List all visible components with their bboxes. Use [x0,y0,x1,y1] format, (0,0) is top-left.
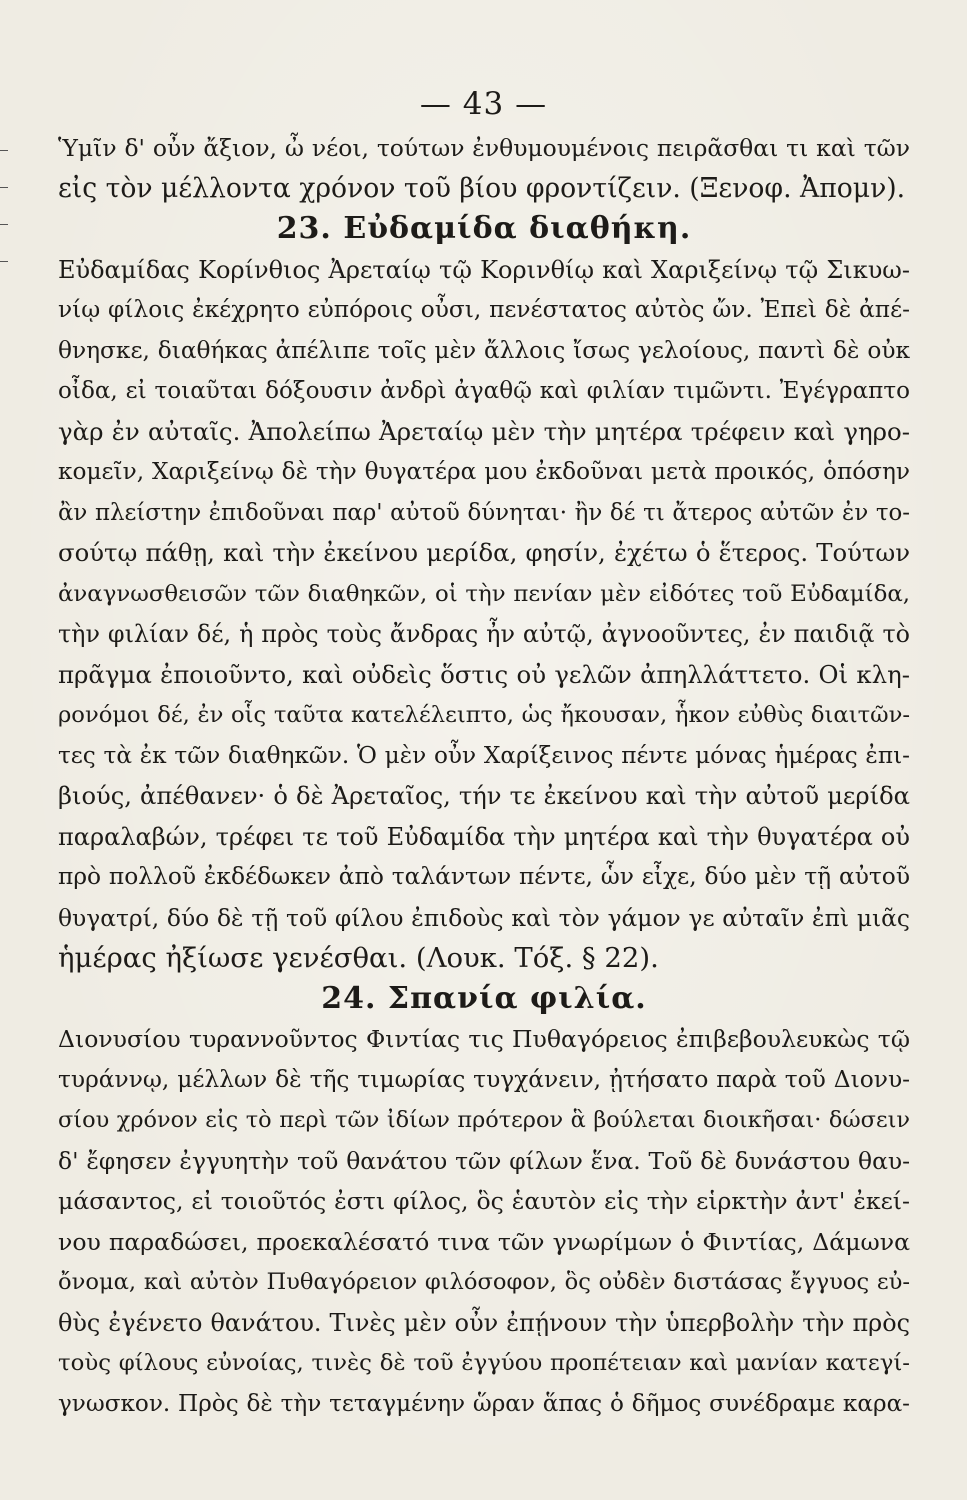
text-line: γνωσκον. Πρὸς δὲ τὴν τεταγμένην ὥραν ἅπας ὁ δῆμος συνέδραμε καρα- [58,1390,910,1417]
text-line: τοὺς φίλους εὐνοίας, τινὲς δὲ τοῦ ἐγγύου προπέτειαν καὶ μανίαν κατεγί- [58,1350,910,1376]
text-line: παραλαβών, τρέφει τε τοῦ Εὐδαμίδα τὴν μητέρα καὶ τὴν θυγατέρα οὐ [58,822,910,851]
page-body [58,128,910,1424]
text-line: σίου χρόνον εἰς τὸ περὶ τῶν ἰδίων πρότερον ἃ βούλεται διοικῆσαι· δώσειν [58,1107,910,1133]
text-line: πρὸ πολλοῦ ἐκδέδωκεν ἀπὸ ταλάντων πέντε, ὧν εἶχε, δύο μὲν τῇ αὐτοῦ [58,863,910,890]
text-line: πρᾶγμα ἐποιοῦντο, καὶ οὐδεὶς ὅστις οὐ γελῶν ἀπηλλάττετο. Οἱ κλη- [58,659,910,689]
text-line: ἂν πλείστην ἐπιδοῦναι παρ' αὐτοῦ δύνηται· ἢν δέ τι ἄτερος αὐτῶν ἐν το- [58,499,910,526]
text-line: ἡμέρας ἠξίωσε γενέσθαι. (Λουκ. Τόξ. § 22). [58,942,659,974]
text-line: νου παραδώσει, προεκαλέσατό τινα τῶν γνωρίμων ὁ Φιντίας, Δάμωνα [58,1227,910,1256]
text-line: νίῳ φίλοις ἐκέχρητο εὐπόροις οὖσι, πενέστατος αὐτὸς ὤν. Ἐπεὶ δὲ ἀπέ- [58,296,910,323]
section-23-body [58,250,910,979]
page-edge-marks [0,150,12,300]
text-line: Ὑμῖν δ' οὖν ἄξιον, ὦ νέοι, τούτων ἐνθυμουμένοις πειρᾶσθαι τι καὶ τῶν [58,134,910,162]
text-line: Εὐδαμίδας Κορίνθιος Ἀρεταίῳ τῷ Κορινθίῳ καὶ Χαριξείνῳ τῷ Σικυω- [58,255,910,284]
text-line: ὄνομα, καὶ αὐτὸν Πυθαγόρειον φιλόσοφον, ὃς οὐδὲν διστάσας ἔγγυος εὐ- [58,1269,910,1295]
section-24-body [58,1019,910,1424]
text-line: θυγατρί, δύο δὲ τῇ τοῦ φίλου ἐπιδοὺς καὶ τὸν γάμον γε αὐταῖν ἐπὶ μιᾶς [58,903,910,932]
text-line: σούτῳ πάθῃ, καὶ τὴν ἐκείνου μερίδα, φησίν, ἐχέτω ὁ ἕτερος. Τούτων [58,538,910,567]
text-line: τὴν φιλίαν δέ, ἡ πρὸς τοὺς ἄνδρας ἦν αὐτῷ, ἀγνοοῦντες, ἐν παιδιᾷ τὸ [58,620,910,648]
section-heading-24: 24. Σπανία φιλία. [321,980,647,1016]
text-line: ρονόμοι δέ, ἐν οἷς ταῦτα κατελέλειπτο, ὡς ἤκουσαν, ἧκον εὐθὺς διαιτῶν- [58,702,910,728]
text-line: θὺς ἐγένετο θανάτου. Τινὲς μὲν οὖν ἐπῄνουν τὴν ὑπερβολὴν τὴν πρὸς [58,1308,910,1337]
text-line: δ' ἔφησεν ἐγγυητὴν τοῦ θανάτου τῶν φίλων ἕνα. Τοῦ δὲ δυνάστου θαυ- [58,1146,910,1175]
text-line: βιούς, ἀπέθανεν· ὁ δὲ Ἀρεταῖος, τήν τε ἐκείνου καὶ τὴν αὐτοῦ μερίδα [58,782,910,810]
text-line: εἰς τὸν μέλλοντα χρόνον τοῦ βίου φροντίζειν. (Ξενοφ. Ἀπομν). [58,172,906,204]
text-line: θνησκε, διαθήκας ἀπέλιπε τοῖς μὲν ἄλλοις ἴσως γελοίους, παντὶ δὲ οὐκ [58,336,910,364]
section-heading-23: 23. Εὐδαμίδα διαθήκη. [276,211,692,246]
text-line: τες τὰ ἐκ τῶν διαθηκῶν. Ὁ μὲν οὖν Χαρίξεινος πέντε μόνας ἡμέρας ἐπι- [58,741,910,769]
text-line: ἀναγνωσθεισῶν τῶν διαθηκῶν, οἱ τὴν πενίαν μὲν εἰδότες τοῦ Εὐδαμίδα, [58,580,910,607]
text-line: μάσαντος, εἰ τοιοῦτός ἐστι φίλος, ὃς ἑαυτὸν εἰς τὴν εἱρκτὴν ἀντ' ἐκεί- [58,1187,910,1215]
text-line: γὰρ ἐν αὐταῖς. Ἀπολείπω Ἀρεταίῳ μὲν τὴν μητέρα τρέφειν καὶ γηρο- [58,416,910,446]
text-line: τυράννῳ, μέλλων δὲ τῆς τιμωρίας τυγχάνειν, ᾐτήσατο παρὰ τοῦ Διονυ- [58,1065,910,1093]
text-line: οἶδα, εἰ τοιαῦται δόξουσιν ἀνδρὶ ἀγαθῷ καὶ φιλίαν τιμῶντι. Ἐγέγραπτο [58,378,910,404]
text-line: Διονυσίου τυραννοῦντος Φιντίας τις Πυθαγόρειος ἐπιβεβουλευκὼς τῷ [58,1025,910,1053]
page-number: — 43 — [419,86,548,122]
text-line: κομεῖν, Χαριξείνῳ δὲ τὴν θυγατέρα μου ἐκδοῦναι μετὰ προικός, ὁπόσην [58,458,910,485]
